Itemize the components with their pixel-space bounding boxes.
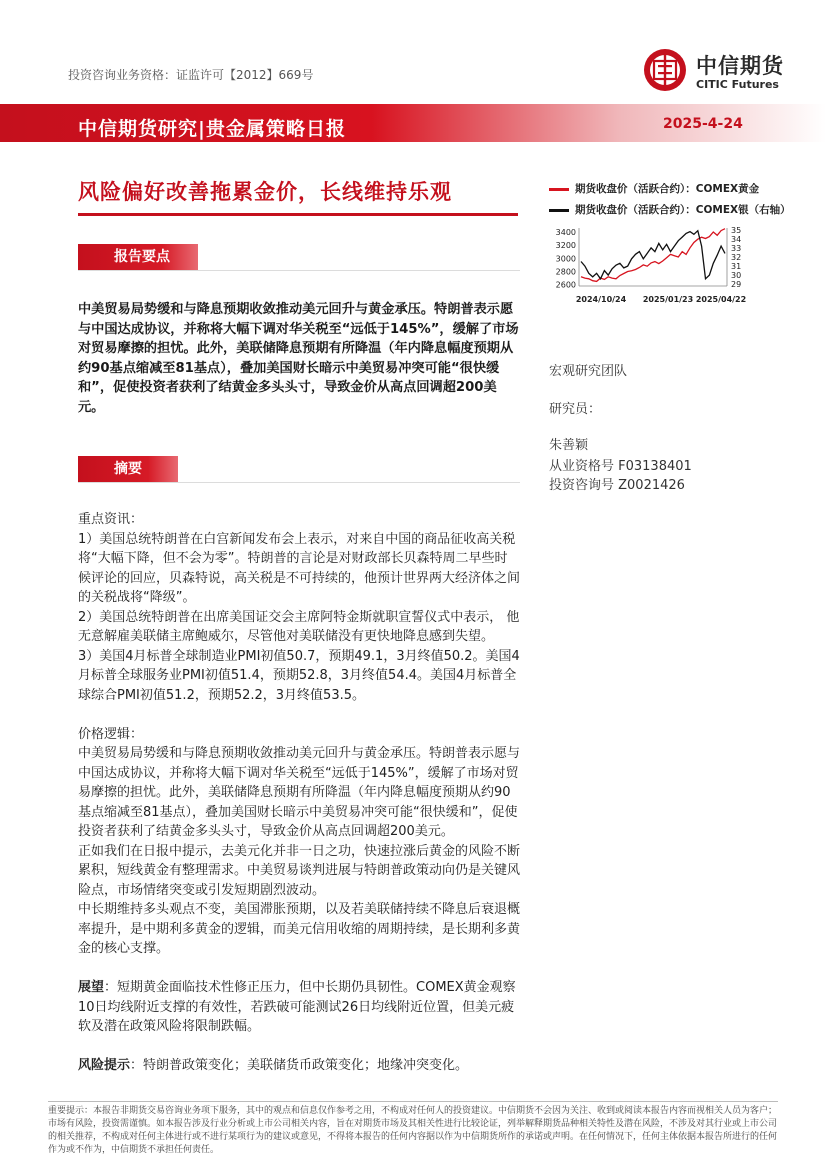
legend-silver: 期货收盘价（活跃合约）：COMEX银（右轴）	[549, 202, 791, 217]
y-left-tick-label: 2800	[555, 267, 576, 277]
news-item: 2）美国总统特朗普在出席美国证交会主席阿特金斯就职宣誓仪式中表示， 他无意解雇美联储主席鲍威尔，尽管他对美联储没有更快地降息感到失望。	[78, 609, 520, 644]
logic-title: 价格逻辑：	[78, 726, 144, 742]
x-tick-label: 2025/01/23	[642, 295, 694, 304]
key-points-text: 中美贸易局势缓和与降息预期收敛推动美元回升与黄金承压。特朗普表示愿与中国达成协议，并称将大幅下调对华关税至“远低于145%”，缓解了市场对贸易摩擦的担忧。此外，美联储降息预期有所降温（年内降息幅度预期从约90基点缩减至81基点），叠加美国财长暗示中美贸易冲突可能“很快缓和”，促使投资者获利了结黄金多头头寸，导致金价从高点回调超200美元。	[78, 302, 519, 415]
y-right-tick-label: 32	[731, 253, 742, 262]
x-tick-label: 2024/10/24	[575, 295, 627, 304]
y-right-tick-label: 35	[731, 225, 742, 235]
logic-paragraph: 正如我们在日报中提示，去美元化并非一日之功，快速拉涨后黄金的风险不断累积，短线黄金有整理需求。中美贸易谈判进展与特朗普政策动向仍是关键风险点，市场情绪突变或引发短期剧烈波动。	[78, 843, 521, 898]
y-right-tick-label: 33	[731, 243, 742, 253]
banner-title: 中信期货研究|贵金属策略日报	[78, 118, 346, 140]
logo-english: CITIC Futures	[696, 78, 779, 91]
logo-chinese: 中信期货	[696, 54, 784, 78]
headline-divider	[78, 213, 518, 216]
outlook-label: 展望	[78, 980, 105, 995]
y-right-tick-label: 34	[731, 234, 742, 244]
report-headline: 风险偏好改善拖累金价，长线维持乐观	[78, 180, 452, 204]
risk-paragraph	[78, 1056, 520, 1076]
y-left-tick-label: 3200	[555, 241, 576, 251]
news-item: 3）美国4月标普全球制造业PMI初值50.7，预期49.1，3月终值50.2。美国4月标普全球服务业PMI初值51.4，预期52.8，3月终值54.4。美国4月标普全球综合PMI初值51.2，预期52.2，3月终值53.5。	[78, 648, 520, 703]
disclaimer: 重要提示：本报告非期货交易咨询业务项下服务，其中的观点和信息仅作参考之用，不构成对任何人的投资建议。中信期货不会因为关注、收到或阅读本报告内容而视相关人员为客户；市场有风险，投资需谨慎。如本报告涉及行业分析或上市公司相关内容，旨在对期货市场及其相关性进行比较论证，列举解释期货品种相关特性及潜在风险，不涉及对其行业或上市公司的相关推荐，不构成对任何主体进行或不进行某项行为的建议或意见，不得将本报告的任何内容据以作为中信期货所作的承诺或声明。在任何情况下，任何主体依据本报告所进行的任何作为或不作为，中信期货不承担任何责任。	[48, 1106, 778, 1155]
citic-logo-icon	[641, 47, 689, 93]
researcher-label: 研究员：	[549, 402, 602, 417]
team-name: 宏观研究团队	[549, 364, 628, 379]
logic-paragraph: 中长期维持多头观点不变，美国滞胀预期，以及若美联储持续不降息后衰退概率提升，是中期利多黄金的逻辑，而美元信用收缩的周期持续，是长期利多黄金的核心支撑。	[78, 902, 521, 956]
investment-consult-number: 投资咨询号 Z0021426	[549, 478, 685, 493]
legend-swatch-silver	[549, 209, 569, 212]
logic-paragraph: 中美贸易局势缓和与降息预期收敛推动美元回升与黄金承压。特朗普表示愿与中国达成协议，并称将大幅下调对华关税至“远低于145%”，缓解了市场对贸易摩擦的担忧。此外，美联储降息预期有所降温（年内降息幅度预期从约90基点缩减至81基点），叠加美国财长暗示中美贸易冲突可能“很快缓和”，促使投资者获利了结黄金多头头寸，导致金价从高点回调超200美元。	[78, 746, 521, 839]
researcher-name: 朱善颖	[549, 438, 589, 453]
license-text: 投资咨询业务资格：证监许可【2012】669号	[68, 68, 314, 82]
footer-divider	[48, 1101, 778, 1102]
abstract-body	[78, 510, 520, 1076]
y-right-tick-label: 29	[731, 280, 742, 290]
x-tick-label: 2025/04/22	[695, 295, 747, 304]
legend-swatch-gold	[549, 188, 569, 191]
news-item: 1）美国总统特朗普在白宫新闻发布会上表示，对来自中国的商品征收高关税将“大幅下降，但不会为零”。特朗普的言论是对财政部长贝森特周二早些时候评论的回应，贝森特说，高关税是不可持续的，他预计世界两大经济体之间的关税战将“降级”。	[78, 531, 521, 605]
abstract-tab: 摘要	[78, 456, 178, 482]
chart-legend	[549, 181, 791, 217]
y-right-tick-label: 30	[731, 271, 742, 281]
y-left-tick-label: 3000	[555, 254, 576, 264]
legend-gold: 期货收盘价（活跃合约）：COMEX黄金	[549, 181, 791, 196]
news-title: 重点资讯：	[78, 512, 144, 527]
risk-text: ：特朗普政策变化；美联储货币政策变化；地缘冲突变化。	[130, 1058, 469, 1073]
key-points-tab: 报告要点	[78, 244, 198, 270]
risk-label: 风险提示	[78, 1058, 131, 1073]
price-chart	[549, 222, 769, 314]
y-left-tick-label: 3400	[555, 227, 576, 237]
outlook-paragraph	[78, 978, 520, 1037]
report-date: 2025-4-24	[663, 116, 743, 132]
outlook-text: ：短期黄金面临技术性修正压力，但中长期仍具韧性。COMEX黄金观察10日均线附近支撑的有效性，若跌破可能测试26日均线附近位置，但美元疲软及潜在政策风险将限制跌幅。	[78, 980, 516, 1034]
y-right-tick-label: 31	[731, 262, 742, 272]
section-divider	[78, 270, 520, 271]
qualification-number: 从业资格号 F03138401	[549, 459, 692, 474]
section-divider	[78, 482, 520, 483]
y-left-tick-label: 2600	[555, 280, 576, 290]
